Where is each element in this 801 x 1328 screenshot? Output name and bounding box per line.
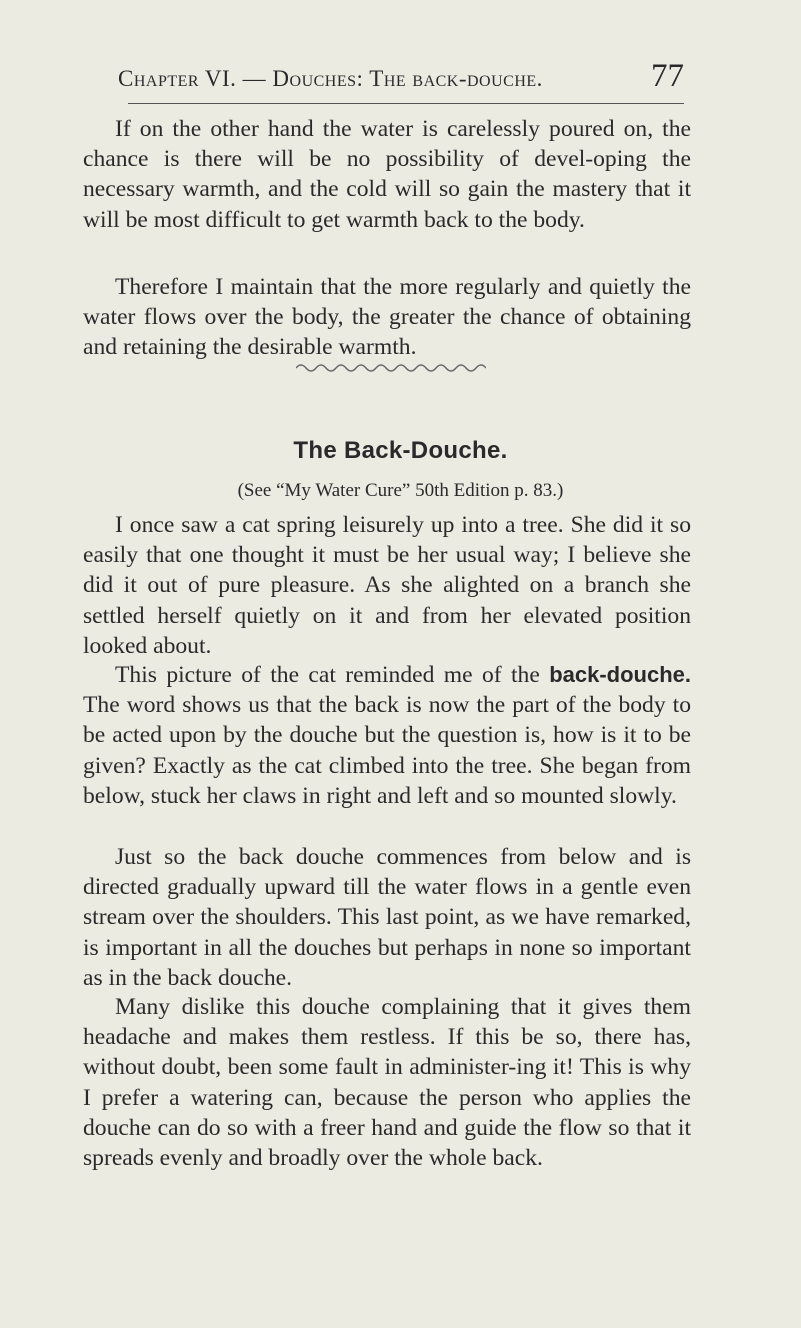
paragraph-text bbox=[83, 660, 691, 811]
paragraph-1 bbox=[83, 114, 691, 235]
paragraph-3 bbox=[83, 510, 691, 661]
paragraph-text-rest: The word shows us that the back is now the part of the body to be acted upon by the douche but the question is, how is it to be given? Exactly as the cat climbed into the tree. She began from below, stuck her claws in right and left and so mounted slowly. bbox=[83, 692, 691, 809]
bold-term-back-douche: back-douche. bbox=[549, 662, 691, 687]
paragraph-text-start: This picture of the cat reminded me of the bbox=[115, 662, 550, 688]
header-rule bbox=[128, 103, 684, 104]
page-number: 77 bbox=[651, 58, 684, 94]
running-title: Chapter VI. — Douches: The back-douche. bbox=[118, 66, 543, 91]
paragraph-text: Many dislike this douche complaining that it gives them headache and makes them restless. If this be so, there has, without doubt, been some fault in administer-ing it! This is why I prefer a watering can, because the person who applies the douche can do so with a freer hand and guide the flow so that it spreads evenly and broadly over the whole back. bbox=[83, 994, 691, 1172]
wavy-ornament bbox=[296, 360, 486, 376]
paragraph-2 bbox=[83, 272, 691, 363]
paragraph-text: Therefore I maintain that the more regularly and quietly the water flows over the body, the greater the chance of obtaining and retaining the desirable warmth. bbox=[83, 274, 691, 361]
paragraph-text: I once saw a cat spring leisurely up into a tree. She did it so easily that one thought it must be her usual way; I believe she did it out of pure pleasure. As she alighted on a branch she settled herself quietly on it and from her elevated position looked about. bbox=[83, 512, 691, 659]
paragraph-6 bbox=[83, 992, 691, 1173]
section-title: The Back-Douche. bbox=[293, 437, 508, 464]
section-reference: (See “My Water Cure” 50th Edition p. 83.) bbox=[237, 480, 564, 501]
paragraph-text: Just so the back douche commences from below and is directed gradually upward till the water flows in a gentle even stream over the shoulders. This last point, as we have remarked, is important in all the douches but perhaps in none so important as in the back douche. bbox=[83, 844, 691, 991]
paragraph-5 bbox=[83, 842, 691, 993]
paragraph-text: If on the other hand the water is carelessly poured on, the chance is there will be no possibility of devel-oping the necessary warmth, and the cold will so gain the mastery that it will be most difficult to get warmth back to the body. bbox=[83, 116, 691, 233]
running-head bbox=[118, 58, 688, 102]
paragraph-4 bbox=[83, 660, 691, 811]
